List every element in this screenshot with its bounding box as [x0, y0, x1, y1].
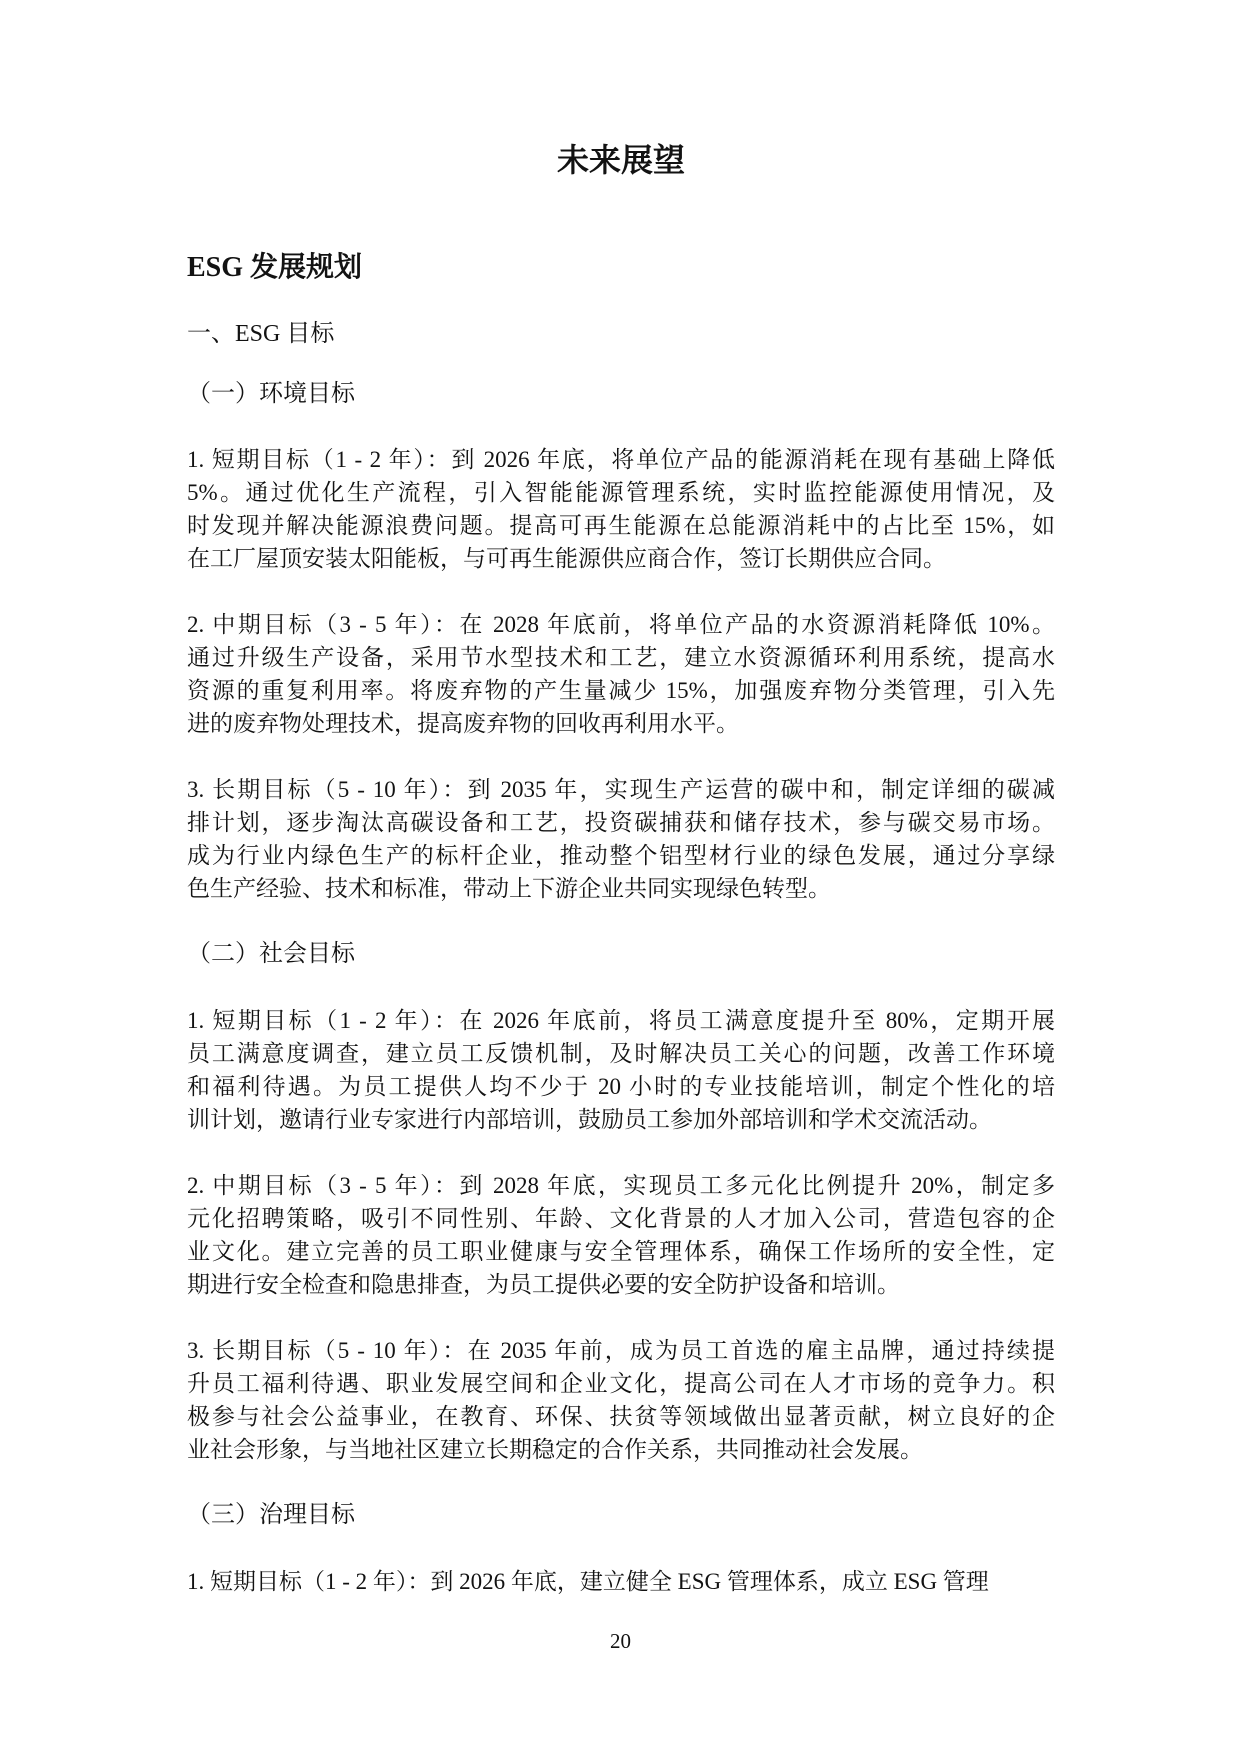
text-line: 色生产经验、技术和标准，带动上下游企业共同实现绿色转型。	[187, 876, 831, 901]
text-line: 1. 短期目标（1 - 2 年）：到 2026 年底，将单位产品的能源消耗在现有基础上降低	[187, 447, 1055, 472]
text-line: 和福利待遇。为员工提供人均不少于 20 小时的专业技能培训，制定个性化的培	[187, 1074, 1055, 1099]
esg-plan-heading: ESG 发展规划	[187, 252, 363, 283]
page-number: 20	[610, 1629, 631, 1653]
text-line: 时发现并解决能源浪费问题。提高可再生能源在总能源消耗中的占比至 15%，如	[187, 513, 1055, 538]
paragraph-social-mid-term	[187, 1169, 1055, 1301]
paragraph-governance-short-term	[187, 1565, 1055, 1598]
subsection-title-environment: （一）环境目标	[187, 381, 355, 407]
text-line: 资源的重复利用率。将废弃物的产生量减少 15%，加强废弃物分类管理，引入先	[187, 678, 1055, 703]
text-line: 2. 中期目标（3 - 5 年）：到 2028 年底，实现员工多元化比例提升 20%，制定多	[187, 1173, 1055, 1198]
text-line: 排计划，逐步淘汰高碳设备和工艺，投资碳捕获和储存技术，参与碳交易市场。	[187, 810, 1055, 835]
text-line: 元化招聘策略，吸引不同性别、年龄、文化背景的人才加入公司，营造包容的企	[187, 1206, 1055, 1231]
text-line: 训计划，邀请行业专家进行内部培训，鼓励员工参加外部培训和学术交流活动。	[187, 1107, 992, 1132]
text-line: 业文化。建立完善的员工职业健康与安全管理体系，确保工作场所的安全性，定	[187, 1239, 1055, 1264]
text-line: 业社会形象，与当地社区建立长期稳定的合作关系，共同推动社会发展。	[187, 1437, 923, 1462]
subsection-title-governance: （三）治理目标	[187, 1502, 355, 1528]
document-title: 未来展望	[556, 142, 685, 178]
text-line: 1. 短期目标（1 - 2 年）：在 2026 年底前，将员工满意度提升至 80%，定期开展	[187, 1008, 1055, 1033]
text-line: 3. 长期目标（5 - 10 年）：到 2035 年，实现生产运营的碳中和，制定详细的碳减	[187, 777, 1055, 802]
text-line: 进的废弃物处理技术，提高废弃物的回收再利用水平。	[187, 711, 739, 736]
text-line: 2. 中期目标（3 - 5 年）：在 2028 年底前，将单位产品的水资源消耗降低 10%。	[187, 612, 1055, 637]
paragraph-social-short-term	[187, 1004, 1055, 1136]
text-line: 在工厂屋顶安装太阳能板，与可再生能源供应商合作，签订长期供应合同。	[187, 546, 946, 571]
text-line: 5%。通过优化生产流程，引入智能能源管理系统，实时监控能源使用情况，及	[187, 480, 1055, 505]
text-line: 3. 长期目标（5 - 10 年）：在 2035 年前，成为员工首选的雇主品牌，通过持续提	[187, 1338, 1055, 1363]
paragraph-social-long-term	[187, 1334, 1055, 1466]
text-line: 升员工福利待遇、职业发展空间和企业文化，提高公司在人才市场的竞争力。积	[187, 1371, 1055, 1396]
paragraph-env-short-term	[187, 443, 1055, 575]
text-line: 员工满意度调查，建立员工反馈机制，及时解决员工关心的问题，改善工作环境	[187, 1041, 1055, 1066]
subsection-title-social: （二）社会目标	[187, 941, 355, 967]
text-line: 成为行业内绿色生产的标杆企业，推动整个铝型材行业的绿色发展，通过分享绿	[187, 843, 1055, 868]
text-line: 通过升级生产设备，采用节水型技术和工艺，建立水资源循环利用系统，提高水	[187, 645, 1055, 670]
text-line: 期进行安全检查和隐患排查，为员工提供必要的安全防护设备和培训。	[187, 1272, 900, 1297]
text-line: 极参与社会公益事业，在教育、环保、扶贫等领域做出显著贡献，树立良好的企	[187, 1404, 1055, 1429]
text-line: 1. 短期目标（1 - 2 年）：到 2026 年底，建立健全 ESG 管理体系，成立 ESG 管理	[187, 1569, 989, 1594]
paragraph-env-long-term	[187, 773, 1055, 905]
paragraph-env-mid-term	[187, 608, 1055, 740]
section-title-esg-goals: 一、ESG 目标	[187, 321, 335, 347]
